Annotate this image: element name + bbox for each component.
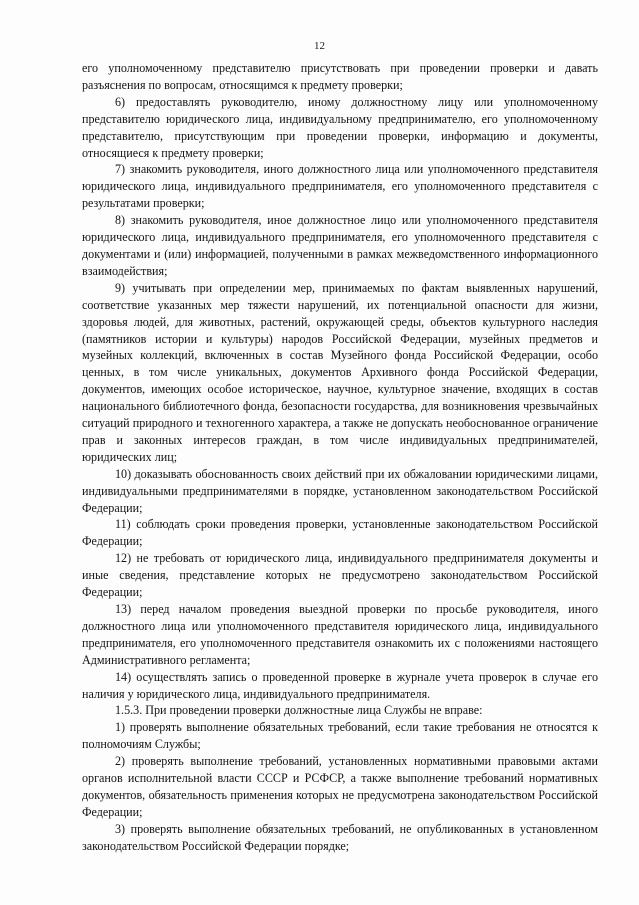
paragraph-item-11: 11) соблюдать сроки проведения проверки, установленные законодательством Российской Федерации; <box>82 517 598 549</box>
paragraph-item-13: 13) перед началом проведения выездной проверки по просьбе руководителя, иного должностного лица или уполномоченного представителя юридического лица, индивидуального предпринимателя, его уполномоченного представителя ознакомить их с положениями настоящего Административного регламента; <box>82 602 598 667</box>
paragraph-item-12: 12) не требовать от юридического лица, индивидуального предпринимателя документы и иные сведения, представление которых не предусмотрено законодательством Российской Федерации; <box>82 551 598 600</box>
prohibition-item-1: 1) проверять выполнение обязательных требований, если такие требования не относятся к полномочиям Службы; <box>82 720 598 752</box>
paragraph-item-10: 10) доказывать обоснованность своих действий при их обжаловании юридическими лицами, индивидуальными предпринимателями в порядке, установленном законодательством Российской Федерации; <box>82 466 598 515</box>
paragraph-item-14: 14) осуществлять запись о проведенной проверке в журнале учета проверок в случае его наличия у юридического лица, индивидуального предпринимателя. <box>82 669 598 701</box>
paragraph-item-8: 8) знакомить руководителя, иное должностное лицо или уполномоченного представителя юридического лица, индивидуального предпринимателя, его уполномоченного представителя с документами и (или) информацией, полученными в рамках межведомственного информационного взаимодействия; <box>82 213 598 278</box>
paragraph-item-6: 6) предоставлять руководителю, иному должностному лицу или уполномоченному представителю юридического лица, индивидуальному предпринимателю, его уполномоченному представителю, присутствующим при проведении проверки, информацию и документы, относящиеся к предмету проверки; <box>82 94 598 160</box>
section-heading-1-5-3: 1.5.3. При проведении проверки должностные лица Службы не вправе: <box>115 703 483 718</box>
document-body <box>82 60 598 855</box>
paragraph-item-7: 7) знакомить руководителя, иного должностного лица или уполномоченного представителя юридического лица, индивидуального предпринимателя, его уполномоченного представителя с результатами проверки; <box>82 162 598 211</box>
prohibition-item-2: 2) проверять выполнение требований, установленных нормативными правовыми актами органов исполнительной власти СССР и РСФСР, а также выполнение требований нормативных документов, обязательность применения которых не предусмотрена законодательством Российской Федерации; <box>82 754 598 819</box>
page-number: 12 <box>314 40 325 52</box>
paragraph-item-9: 9) учитывать при определении мер, принимаемых по фактам выявленных нарушений, соответствие указанных мер тяжести нарушений, их потенциальной опасности для жизни, здоровья людей, для животных, растений, окружающей среды, объектов культурного наследия (памятников истории и культуры) народов Российской Федерации, музейных предметов и музейных коллекций, включенных в состав Музейного фонда Российской Федерации, особо ценных, в том числе уникальных, документов Архивного фонда Российской Федерации, документов, имеющих особое историческое, научное, культурное значение, входящих в состав национального библиотечного фонда, безопасности государства, для возникновения чрезвычайных ситуаций природного и техногенного характера, а также не допускать необоснованное ограничение прав и законных интересов граждан, в том числе индивидуальных предпринимателей, юридических лиц; <box>82 280 598 464</box>
prohibition-item-3: 3) проверять выполнение обязательных требований, не опубликованных в установленном законодательством Российской Федерации порядке; <box>82 821 598 853</box>
paragraph-continuation: его уполномоченному представителю присутствовать при проведении проверки и давать разъяснения по вопросам, относящимся к предмету проверки; <box>82 61 598 92</box>
